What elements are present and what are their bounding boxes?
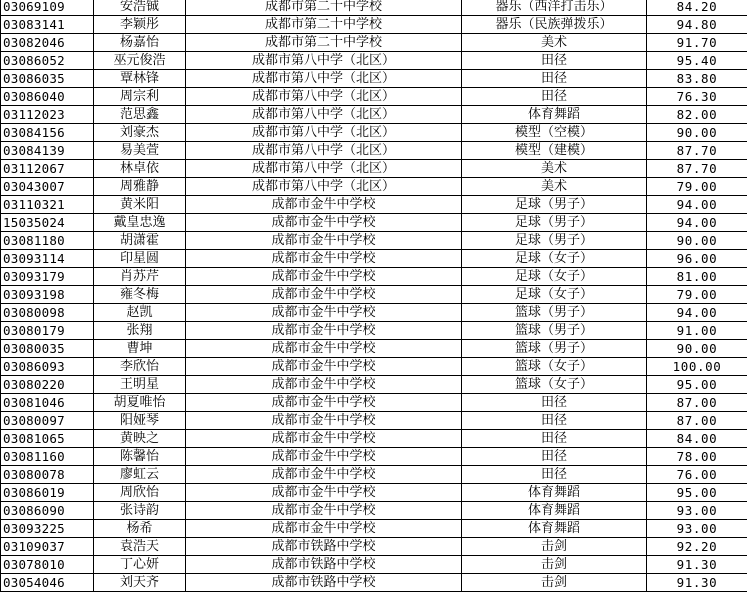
table-row xyxy=(1,304,747,322)
student-id-cell: 03081160 xyxy=(1,448,94,466)
score-cell: 76.30 xyxy=(647,88,747,106)
student-name-cell: 赵凯 xyxy=(94,304,186,322)
school-cell: 成都市金牛中学校 xyxy=(186,340,462,358)
student-id-cell: 03083141 xyxy=(1,16,94,34)
school-cell: 成都市金牛中学校 xyxy=(186,520,462,538)
student-id-cell: 03080035 xyxy=(1,340,94,358)
student-id-cell: 03054046 xyxy=(1,574,94,592)
table-row xyxy=(1,16,747,34)
table-row xyxy=(1,394,747,412)
student-id-cell: 03093225 xyxy=(1,520,94,538)
score-cell: 91.30 xyxy=(647,556,747,574)
student-id-cell: 03084139 xyxy=(1,142,94,160)
school-cell: 成都市金牛中学校 xyxy=(186,268,462,286)
student-id-cell: 03081065 xyxy=(1,430,94,448)
category-cell: 体育舞蹈 xyxy=(462,520,647,538)
category-cell: 田径 xyxy=(462,430,647,448)
school-cell: 成都市金牛中学校 xyxy=(186,394,462,412)
school-cell: 成都市第二十中学校 xyxy=(186,34,462,52)
student-name-cell: 曹坤 xyxy=(94,340,186,358)
table-row xyxy=(1,322,747,340)
student-id-cell: 03110321 xyxy=(1,196,94,214)
score-cell: 79.00 xyxy=(647,286,747,304)
table-row xyxy=(1,88,747,106)
student-name-cell: 胡夏唯怡 xyxy=(94,394,186,412)
score-cell: 84.00 xyxy=(647,430,747,448)
table-row xyxy=(1,358,747,376)
category-cell: 体育舞蹈 xyxy=(462,502,647,520)
table-row xyxy=(1,0,747,16)
table-row xyxy=(1,214,747,232)
score-cell: 94.00 xyxy=(647,196,747,214)
score-cell: 100.00 xyxy=(647,358,747,376)
school-cell: 成都市第八中学（北区） xyxy=(186,142,462,160)
student-name-cell: 李欣怡 xyxy=(94,358,186,376)
table-row xyxy=(1,160,747,178)
category-cell: 击剑 xyxy=(462,556,647,574)
table-row xyxy=(1,34,747,52)
student-id-cell: 03112023 xyxy=(1,106,94,124)
school-cell: 成都市第二十中学校 xyxy=(186,16,462,34)
score-cell: 87.00 xyxy=(647,394,747,412)
table-row xyxy=(1,538,747,556)
student-name-cell: 雍冬梅 xyxy=(94,286,186,304)
table-row xyxy=(1,484,747,502)
score-cell: 93.00 xyxy=(647,502,747,520)
school-cell: 成都市第八中学（北区） xyxy=(186,178,462,196)
table-row xyxy=(1,178,747,196)
school-cell: 成都市金牛中学校 xyxy=(186,466,462,484)
student-name-cell: 张翔 xyxy=(94,322,186,340)
score-cell: 96.00 xyxy=(647,250,747,268)
student-name-cell: 周宗利 xyxy=(94,88,186,106)
student-id-cell: 03069109 xyxy=(1,0,94,16)
score-cell: 91.70 xyxy=(647,34,747,52)
category-cell: 击剑 xyxy=(462,574,647,592)
category-cell: 篮球（女子） xyxy=(462,358,647,376)
school-cell: 成都市金牛中学校 xyxy=(186,430,462,448)
table-row xyxy=(1,520,747,538)
student-name-cell: 黄映之 xyxy=(94,430,186,448)
student-name-cell: 陈馨怡 xyxy=(94,448,186,466)
table-row xyxy=(1,430,747,448)
category-cell: 篮球（男子） xyxy=(462,322,647,340)
score-cell: 95.40 xyxy=(647,52,747,70)
student-name-cell: 杨嘉怡 xyxy=(94,34,186,52)
score-cell: 79.00 xyxy=(647,178,747,196)
table-row xyxy=(1,466,747,484)
category-cell: 篮球（男子） xyxy=(462,340,647,358)
student-name-cell: 易美萱 xyxy=(94,142,186,160)
student-name-cell: 李颖彤 xyxy=(94,16,186,34)
school-cell: 成都市铁路中学校 xyxy=(186,556,462,574)
school-cell: 成都市金牛中学校 xyxy=(186,502,462,520)
table-row xyxy=(1,574,747,592)
table-row xyxy=(1,106,747,124)
category-cell: 田径 xyxy=(462,52,647,70)
category-cell: 足球（男子） xyxy=(462,214,647,232)
category-cell: 田径 xyxy=(462,448,647,466)
score-cell: 81.00 xyxy=(647,268,747,286)
score-cell: 90.00 xyxy=(647,232,747,250)
table-row xyxy=(1,196,747,214)
student-name-cell: 廖虹云 xyxy=(94,466,186,484)
table-row xyxy=(1,52,747,70)
table-row xyxy=(1,556,747,574)
student-id-cell: 03080098 xyxy=(1,304,94,322)
category-cell: 足球（女子） xyxy=(462,286,647,304)
student-name-cell: 印星圆 xyxy=(94,250,186,268)
table-row xyxy=(1,412,747,430)
category-cell: 田径 xyxy=(462,88,647,106)
category-cell: 田径 xyxy=(462,412,647,430)
score-cell: 90.00 xyxy=(647,340,747,358)
school-cell: 成都市金牛中学校 xyxy=(186,232,462,250)
category-cell: 模型（建模） xyxy=(462,142,647,160)
student-id-cell: 15035024 xyxy=(1,214,94,232)
student-id-cell: 03112067 xyxy=(1,160,94,178)
student-name-cell: 王明星 xyxy=(94,376,186,394)
student-name-cell: 胡潇霍 xyxy=(94,232,186,250)
school-cell: 成都市第八中学（北区） xyxy=(186,52,462,70)
category-cell: 足球（女子） xyxy=(462,268,647,286)
category-cell: 篮球（女子） xyxy=(462,376,647,394)
category-cell: 美术 xyxy=(462,160,647,178)
school-cell: 成都市金牛中学校 xyxy=(186,322,462,340)
table-row xyxy=(1,448,747,466)
student-name-cell: 周雅静 xyxy=(94,178,186,196)
table-row xyxy=(1,340,747,358)
school-cell: 成都市金牛中学校 xyxy=(186,214,462,232)
category-cell: 体育舞蹈 xyxy=(462,484,647,502)
school-cell: 成都市第八中学（北区） xyxy=(186,124,462,142)
student-name-cell: 丁心妍 xyxy=(94,556,186,574)
school-cell: 成都市第二十中学校 xyxy=(186,0,462,16)
score-cell: 94.00 xyxy=(647,304,747,322)
school-cell: 成都市金牛中学校 xyxy=(186,484,462,502)
category-cell: 足球（男子） xyxy=(462,196,647,214)
table-row xyxy=(1,268,747,286)
student-id-cell: 03093198 xyxy=(1,286,94,304)
student-id-cell: 03086052 xyxy=(1,52,94,70)
student-name-cell: 肖苏芹 xyxy=(94,268,186,286)
category-cell: 器乐（西洋打击乐） xyxy=(462,0,647,16)
school-cell: 成都市金牛中学校 xyxy=(186,448,462,466)
student-id-cell: 03080078 xyxy=(1,466,94,484)
student-name-cell: 巫元俊浩 xyxy=(94,52,186,70)
student-id-cell: 03086040 xyxy=(1,88,94,106)
score-cell: 93.00 xyxy=(647,520,747,538)
score-cell: 76.00 xyxy=(647,466,747,484)
student-id-cell: 03078010 xyxy=(1,556,94,574)
student-name-cell: 戴皇忠逸 xyxy=(94,214,186,232)
score-cell: 83.80 xyxy=(647,70,747,88)
score-cell: 78.00 xyxy=(647,448,747,466)
school-cell: 成都市金牛中学校 xyxy=(186,376,462,394)
category-cell: 美术 xyxy=(462,178,647,196)
student-name-cell: 刘天齐 xyxy=(94,574,186,592)
school-cell: 成都市金牛中学校 xyxy=(186,358,462,376)
score-cell: 95.00 xyxy=(647,376,747,394)
student-name-cell: 杨希 xyxy=(94,520,186,538)
score-cell: 95.00 xyxy=(647,484,747,502)
student-name-cell: 黄米阳 xyxy=(94,196,186,214)
score-cell: 94.80 xyxy=(647,16,747,34)
category-cell: 击剑 xyxy=(462,538,647,556)
student-id-cell: 03080179 xyxy=(1,322,94,340)
student-id-cell: 03086090 xyxy=(1,502,94,520)
school-cell: 成都市第八中学（北区） xyxy=(186,88,462,106)
school-cell: 成都市第八中学（北区） xyxy=(186,106,462,124)
school-cell: 成都市第八中学（北区） xyxy=(186,160,462,178)
school-cell: 成都市金牛中学校 xyxy=(186,286,462,304)
score-cell: 92.20 xyxy=(647,538,747,556)
score-cell: 91.00 xyxy=(647,322,747,340)
score-cell: 87.00 xyxy=(647,412,747,430)
table-row xyxy=(1,142,747,160)
category-cell: 美术 xyxy=(462,34,647,52)
student-id-cell: 03093114 xyxy=(1,250,94,268)
category-cell: 田径 xyxy=(462,466,647,484)
student-name-cell: 林卓依 xyxy=(94,160,186,178)
student-id-cell: 03081046 xyxy=(1,394,94,412)
score-cell: 87.70 xyxy=(647,160,747,178)
table-row xyxy=(1,124,747,142)
student-id-cell: 03081180 xyxy=(1,232,94,250)
category-cell: 模型（空模） xyxy=(462,124,647,142)
student-id-cell: 03093179 xyxy=(1,268,94,286)
table-row xyxy=(1,376,747,394)
school-cell: 成都市金牛中学校 xyxy=(186,412,462,430)
category-cell: 体育舞蹈 xyxy=(462,106,647,124)
table-row xyxy=(1,70,747,88)
category-cell: 足球（男子） xyxy=(462,232,647,250)
student-id-cell: 03086093 xyxy=(1,358,94,376)
student-name-cell: 袁浩天 xyxy=(94,538,186,556)
school-cell: 成都市金牛中学校 xyxy=(186,304,462,322)
student-name-cell: 阳娅琴 xyxy=(94,412,186,430)
table-row xyxy=(1,232,747,250)
category-cell: 田径 xyxy=(462,394,647,412)
table-row xyxy=(1,286,747,304)
score-cell: 91.30 xyxy=(647,574,747,592)
score-cell: 94.00 xyxy=(647,214,747,232)
school-cell: 成都市铁路中学校 xyxy=(186,538,462,556)
score-cell: 82.00 xyxy=(647,106,747,124)
student-name-cell: 周欣怡 xyxy=(94,484,186,502)
student-name-cell: 范思鑫 xyxy=(94,106,186,124)
category-cell: 田径 xyxy=(462,70,647,88)
student-id-cell: 03109037 xyxy=(1,538,94,556)
category-cell: 篮球（男子） xyxy=(462,304,647,322)
student-id-cell: 03086019 xyxy=(1,484,94,502)
student-id-cell: 03084156 xyxy=(1,124,94,142)
table-row xyxy=(1,250,747,268)
score-cell: 87.70 xyxy=(647,142,747,160)
student-id-cell: 03080097 xyxy=(1,412,94,430)
category-cell: 器乐（民族弹拨乐） xyxy=(462,16,647,34)
student-id-cell: 03080220 xyxy=(1,376,94,394)
category-cell: 足球（女子） xyxy=(462,250,647,268)
school-cell: 成都市第八中学（北区） xyxy=(186,70,462,88)
student-id-cell: 03086035 xyxy=(1,70,94,88)
score-cell: 90.00 xyxy=(647,124,747,142)
student-name-cell: 刘豪杰 xyxy=(94,124,186,142)
student-name-cell: 安浩铖 xyxy=(94,0,186,16)
school-cell: 成都市金牛中学校 xyxy=(186,250,462,268)
student-id-cell: 03043007 xyxy=(1,178,94,196)
school-cell: 成都市金牛中学校 xyxy=(186,196,462,214)
school-cell: 成都市铁路中学校 xyxy=(186,574,462,592)
student-name-cell: 张诗韵 xyxy=(94,502,186,520)
table-body xyxy=(1,0,747,592)
table-row xyxy=(1,502,747,520)
student-id-cell: 03082046 xyxy=(1,34,94,52)
score-cell: 84.20 xyxy=(647,0,747,16)
student-name-cell: 覃林锋 xyxy=(94,70,186,88)
